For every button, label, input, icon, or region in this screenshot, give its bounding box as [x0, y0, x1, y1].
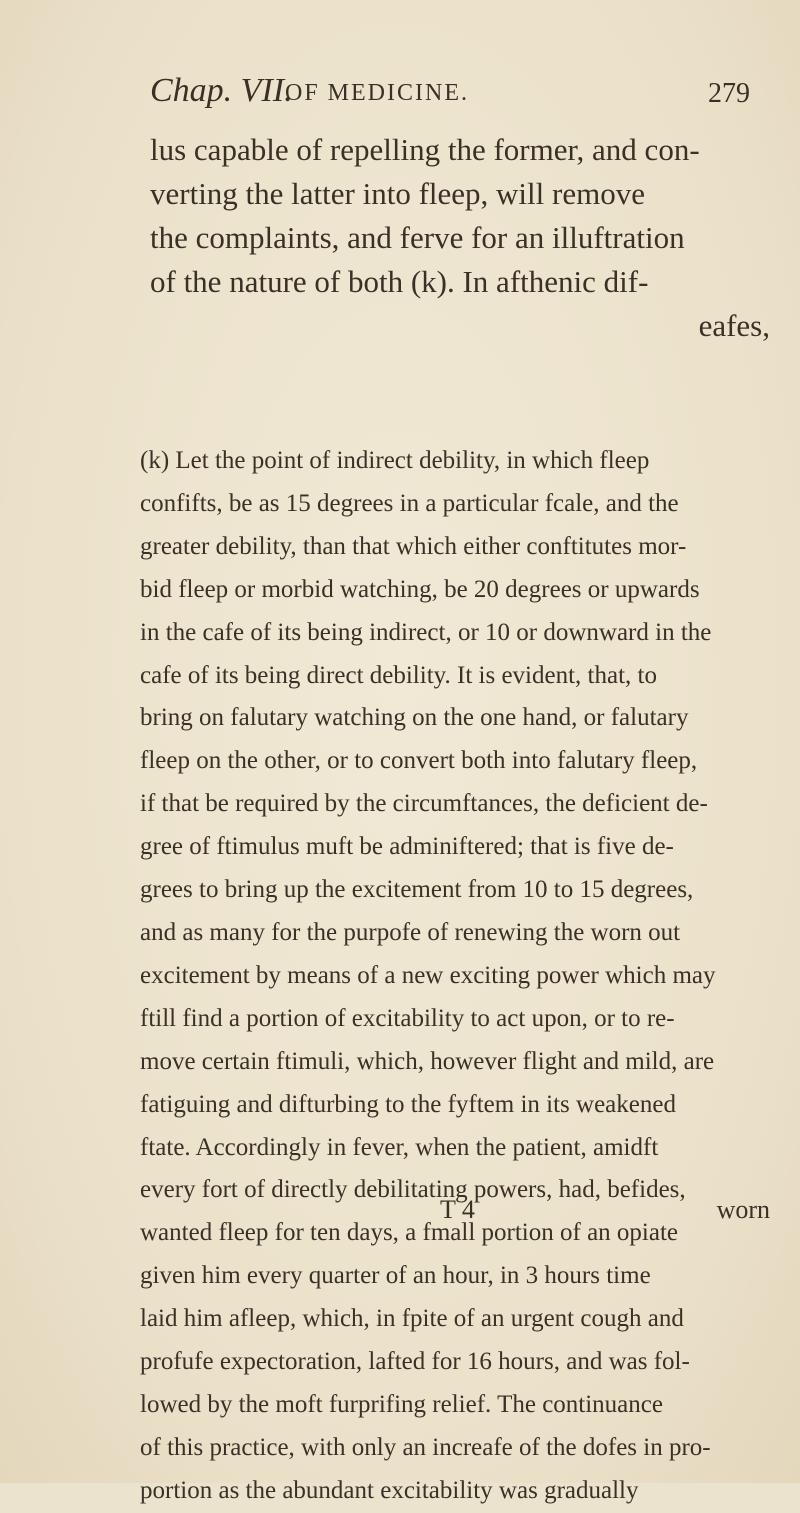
footnote-line: ftill find a portion of excitability to act upon, or to re- — [140, 1004, 675, 1032]
footnote-line: fleep on the other, or to convert both into falutary fleep, — [140, 747, 698, 775]
footnote-line: (k) Let the point of indirect debility, in which fleep — [140, 447, 650, 474]
footnote-line: in the cafe of its being indirect, or 10 or downward in the — [140, 618, 712, 646]
footnote-line: bring on falutary watching on the one hand, or falutary — [140, 704, 689, 732]
chapter-heading: Chap. VII. — [150, 72, 293, 109]
footnote-line: wanted fleep for ten days, a fmall portion of an opiate — [140, 1219, 679, 1247]
footnote-line: cafe of its being direct debility. It is evident, that, to — [140, 661, 657, 689]
footnote-line: laid him afleep, which, in fpite of an urgent cough and — [140, 1305, 684, 1333]
main-text-line: lus capable of repelling the former, and con- — [150, 132, 700, 167]
footnote-line: of this practice, with only an increafe of the dofes in pro- — [140, 1433, 711, 1461]
main-text-line: of the nature of both (k). In afthenic dif- — [150, 264, 649, 299]
footnote-line: portion as the abundant excitability was gradually — [140, 1476, 639, 1504]
page-number: 279 — [708, 78, 750, 109]
signature-mark: T 4 — [440, 1195, 475, 1224]
footnote-line: and as many for the purpofe of renewing the worn out — [140, 918, 681, 946]
running-header — [150, 72, 750, 112]
footnote-line: greater debility, than that which either conftitutes mor- — [140, 532, 687, 560]
page-footer — [150, 1195, 770, 1235]
main-text — [150, 128, 770, 348]
footnote-line: grees to bring up the excitement from 10 to 15 degrees, — [140, 876, 694, 904]
footnote-line: every fort of directly debilitating powers, had, befides, — [140, 1176, 686, 1204]
main-text-catchword: eafes, — [698, 308, 770, 343]
footnote-line: bid fleep or morbid watching, be 20 degrees or upwards — [140, 575, 700, 603]
footnote-line: gree of ftimulus muft be adminiftered; that is five de- — [140, 833, 674, 861]
footnote-line: profufe expectoration, lafted for 16 hours, and was fol- — [140, 1348, 690, 1376]
footnote-line: fatiguing and difturbing to the fyftem in its weakened — [140, 1090, 676, 1118]
footnote-line: move certain ftimuli, which, however flight and mild, are — [140, 1047, 715, 1075]
footnote-line: ftate. Accordingly in fever, when the patient, amidft — [140, 1133, 659, 1161]
footnote-line: confifts, be as 15 degrees in a particular fcale, and the — [140, 489, 679, 517]
footnote-line: given him every quarter of an hour, in 3 hours time — [140, 1262, 651, 1290]
main-text-line: verting the latter into fleep, will remove — [150, 176, 645, 211]
footnote-line: if that be required by the circumftances, the deficient de- — [140, 790, 708, 818]
main-text-line: the complaints, and ferve for an illuftration — [150, 220, 685, 255]
book-title-heading: OF MEDICINE. — [285, 80, 469, 106]
footer-catchword: worn — [716, 1195, 770, 1224]
footnote — [140, 440, 770, 1513]
footnote-line: lowed by the moft furprifing relief. The continuance — [140, 1390, 663, 1418]
footnote-line: excitement by means of a new exciting power which may — [140, 961, 716, 989]
